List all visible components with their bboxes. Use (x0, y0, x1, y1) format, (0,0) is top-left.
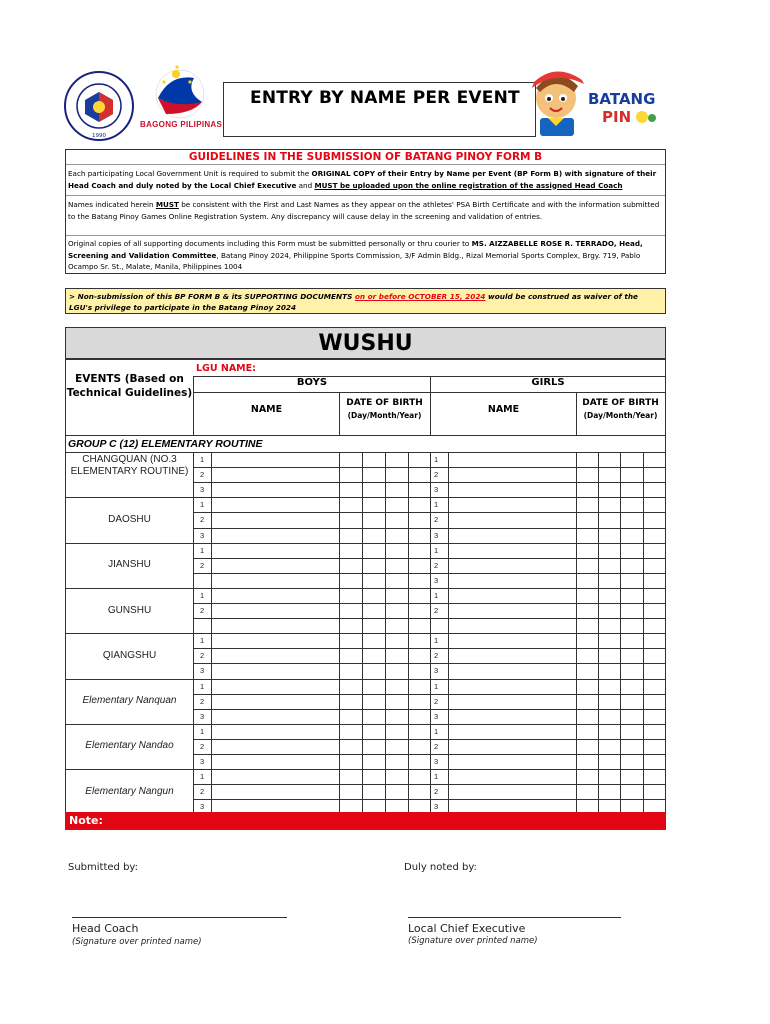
boys-name-cell[interactable] (212, 770, 338, 783)
divider (66, 235, 665, 236)
girls-name-cell[interactable] (449, 529, 575, 542)
warning-banner: > Non-submission of this BP FORM B & its SUPPORTING DOCUMENTS on or before OCTOBER 15, 2024 would be construed as waiver of the LGU's privilege to participate in the Batang Pinoy 2024 (65, 288, 666, 314)
boys-name-cell[interactable] (212, 740, 338, 753)
slot-number: 3 (434, 666, 439, 676)
slot-number: 3 (434, 575, 439, 585)
boys-name-cell[interactable] (212, 725, 338, 738)
boys-name-cell[interactable] (212, 498, 338, 511)
girls-name-cell[interactable] (449, 695, 575, 708)
grid-line (576, 452, 577, 814)
guidelines-title: GUIDELINES IN THE SUBMISSION OF BATANG PINOY FORM B (188, 151, 543, 163)
slot-number: 3 (200, 530, 205, 540)
noted-by-label: Duly noted by: (404, 862, 477, 873)
boys-name-cell[interactable] (212, 634, 338, 647)
event-name: CHANGQUAN (NO.3 ELEMENTARY ROUTINE) (70, 454, 189, 477)
boys-name-cell[interactable] (212, 664, 338, 677)
slot-number: 1 (200, 500, 205, 510)
submitted-by-label: Submitted by: (68, 862, 138, 873)
svg-text:BATANG: BATANG (588, 90, 656, 108)
boys-name-cell[interactable] (212, 604, 338, 617)
slot-number: 2 (200, 741, 205, 751)
grid-line (66, 435, 665, 436)
girls-name-cell[interactable] (449, 604, 575, 617)
grid-line (385, 452, 386, 814)
grid-line (193, 376, 194, 435)
page-title: ENTRY BY NAME PER EVENT (250, 88, 520, 108)
head-coach-signature-hint: (Signature over printed name) (72, 937, 202, 947)
girls-name-cell[interactable] (449, 649, 575, 662)
slot-number: 3 (434, 802, 439, 812)
slot-number: 3 (200, 666, 205, 676)
slot-number: 1 (200, 772, 205, 782)
slot-number: 1 (434, 455, 439, 464)
slot-number: 1 (200, 726, 205, 736)
slot-number: 2 (434, 741, 439, 751)
svg-text:PIN: PIN (602, 108, 632, 126)
batang-pinoy-logo (528, 62, 658, 140)
grid-line (339, 452, 340, 814)
slot-number: 3 (200, 485, 205, 495)
boys-name-cell[interactable] (212, 680, 338, 693)
slot-number: 1 (200, 590, 205, 600)
girls-name-cell[interactable] (449, 785, 575, 798)
girls-dob-format: (Day/Month/Year) (583, 411, 658, 420)
boys-name-cell[interactable] (212, 785, 338, 798)
slot-number: 2 (434, 787, 439, 797)
grid-line (193, 376, 665, 377)
girls-name-cell[interactable] (449, 468, 575, 481)
girls-name-cell[interactable] (449, 664, 575, 677)
event-name: Elementary Nanquan (82, 695, 177, 707)
girls-name-cell[interactable] (449, 483, 575, 496)
event-name: Elementary Nangun (85, 785, 174, 797)
girls-name-cell[interactable] (449, 453, 575, 466)
slot-number: 2 (434, 606, 439, 615)
slot-number: 3 (200, 802, 205, 812)
slot-number: 2 (434, 560, 439, 570)
guideline-paragraph-2: Names indicated herein MUST be consistent with the First and Last Names as they appear on the athletes' PSA Birth Certificate and with the information submitted to the Batang Pinoy Games Online Registration System. Any discrepancy will cause delay in the screening and validation of entries. (68, 200, 660, 221)
note-bar: Note: (65, 812, 666, 830)
boys-name-cell[interactable] (212, 649, 338, 662)
slot-number: 2 (434, 696, 439, 706)
grid-line (620, 452, 621, 814)
boys-name-header: NAME (250, 404, 283, 415)
girls-name-cell[interactable] (449, 710, 575, 723)
slot-number: 2 (200, 606, 205, 615)
slot-number: 1 (200, 681, 205, 691)
boys-dob-header: DATE OF BIRTH (346, 398, 423, 408)
boys-name-cell[interactable] (212, 529, 338, 542)
girls-name-cell[interactable] (449, 498, 575, 511)
slot-number: 3 (434, 757, 439, 766)
slot-number: 1 (434, 590, 439, 600)
boys-name-cell[interactable] (212, 695, 338, 708)
svg-text:1990: 1990 (92, 133, 106, 139)
boys-header: BOYS (296, 377, 328, 388)
slot-number: 1 (200, 545, 205, 555)
boys-name-cell[interactable] (212, 755, 338, 768)
psc-seal-logo (63, 70, 135, 142)
girls-name-header: NAME (487, 404, 520, 415)
girls-name-cell[interactable] (449, 725, 575, 738)
grid-line (193, 452, 194, 814)
girls-name-cell[interactable] (449, 740, 575, 753)
boys-name-cell[interactable] (212, 619, 338, 632)
grid-line (408, 452, 409, 814)
event-name: GUNSHU (107, 604, 152, 616)
grid-line (576, 392, 577, 435)
boys-name-cell[interactable] (212, 710, 338, 723)
girls-name-cell[interactable] (449, 634, 575, 647)
grid-line (193, 392, 665, 393)
slot-number: 2 (434, 470, 439, 480)
girls-name-cell[interactable] (449, 513, 575, 526)
girls-dob-header: DATE OF BIRTH (582, 398, 659, 408)
event-name: DAOSHU (108, 513, 151, 525)
slot-number: 3 (200, 757, 205, 766)
slot-number: 2 (200, 470, 205, 480)
girls-name-cell[interactable] (449, 755, 575, 768)
girls-name-cell[interactable] (449, 559, 575, 572)
slot-number: 1 (434, 681, 439, 691)
girls-name-cell[interactable] (449, 544, 575, 557)
slot-number: 1 (434, 726, 439, 736)
divider (66, 164, 665, 165)
events-header: EVENTS (Based on Technical Guidelines) (66, 373, 193, 399)
grid-line (643, 452, 644, 814)
boys-name-cell[interactable] (212, 468, 338, 481)
boys-name-cell[interactable] (212, 559, 338, 572)
girls-name-cell[interactable] (449, 574, 575, 587)
slot-number: 1 (434, 772, 439, 782)
grid-line (362, 452, 363, 814)
head-coach-label: Head Coach (72, 922, 139, 935)
boys-name-cell[interactable] (212, 589, 338, 602)
slot-number: 2 (200, 787, 205, 797)
event-name: Elementary Nandao (85, 740, 174, 752)
boys-name-cell[interactable] (212, 453, 338, 466)
boys-name-cell[interactable] (212, 544, 338, 557)
slot-number: 3 (200, 711, 205, 721)
slot-number: 2 (200, 560, 205, 570)
bagong-pilipinas-text: BAGONG PILIPINAS (140, 120, 223, 129)
slot-number: 1 (200, 636, 205, 646)
divider (66, 195, 665, 196)
event-name: JIANSHU (108, 559, 151, 571)
girls-name-cell[interactable] (449, 619, 575, 632)
lce-signature-line[interactable] (408, 917, 621, 918)
lce-signature-hint: (Signature over printed name) (408, 936, 538, 946)
slot-number: 2 (434, 515, 439, 525)
girls-name-cell[interactable] (449, 589, 575, 602)
slot-number: 3 (434, 711, 439, 721)
grid-line (598, 452, 599, 814)
guideline-paragraph-3: Original copies of all supporting documents including this Form must be submitted personally or thru courier to MS. AIZZABELLE ROSE R. TERRADO, Head, Screening and Validation Committee, Batang Pinoy 2024, Philippine Sports Commission, 3/F Admin Bldg., Rizal Memorial Sports Complex, Brgy. 719, Pablo Ocampo Sr. St., Malate, Manila, Philippines 1004 (68, 239, 643, 271)
event-name: QIANGSHU (102, 649, 157, 661)
slot-number: 3 (434, 485, 439, 495)
slot-number: 2 (200, 515, 205, 525)
slot-number: 1 (434, 500, 439, 510)
girls-header: GIRLS (531, 377, 565, 388)
girls-name-cell[interactable] (449, 770, 575, 783)
slot-number: 1 (200, 455, 205, 464)
girls-name-cell[interactable] (449, 680, 575, 693)
slot-number: 1 (434, 545, 439, 555)
slot-number: 2 (200, 696, 205, 706)
guideline-paragraph-1: Each participating Local Government Unit is required to submit the ORIGINAL COPY of their Entry by Name per Event (BP Form B) with signature of their Head Coach and duly noted by the Local Chief Executive and MUST be uploaded upon the online registration of the assigned Head Coach (68, 169, 657, 190)
boys-name-cell[interactable] (212, 513, 338, 526)
head-coach-signature-line[interactable] (72, 917, 287, 918)
slot-number: 3 (434, 530, 439, 540)
grid-line (430, 376, 431, 435)
slot-number: 2 (434, 651, 439, 661)
grid-line (430, 452, 431, 814)
grid-line (665, 452, 666, 814)
lgu-name-label: LGU NAME: (196, 363, 256, 374)
group-title: GROUP C (12) ELEMENTARY ROUTINE (68, 438, 263, 450)
slot-number: 2 (200, 651, 205, 661)
lce-label: Local Chief Executive (408, 922, 526, 935)
boys-name-cell[interactable] (212, 574, 338, 587)
slot-number: 1 (434, 636, 439, 646)
grid-line (339, 392, 340, 435)
sport-title: WUSHU (65, 327, 666, 359)
boys-name-cell[interactable] (212, 483, 338, 496)
boys-dob-format: (Day/Month/Year) (347, 411, 422, 420)
